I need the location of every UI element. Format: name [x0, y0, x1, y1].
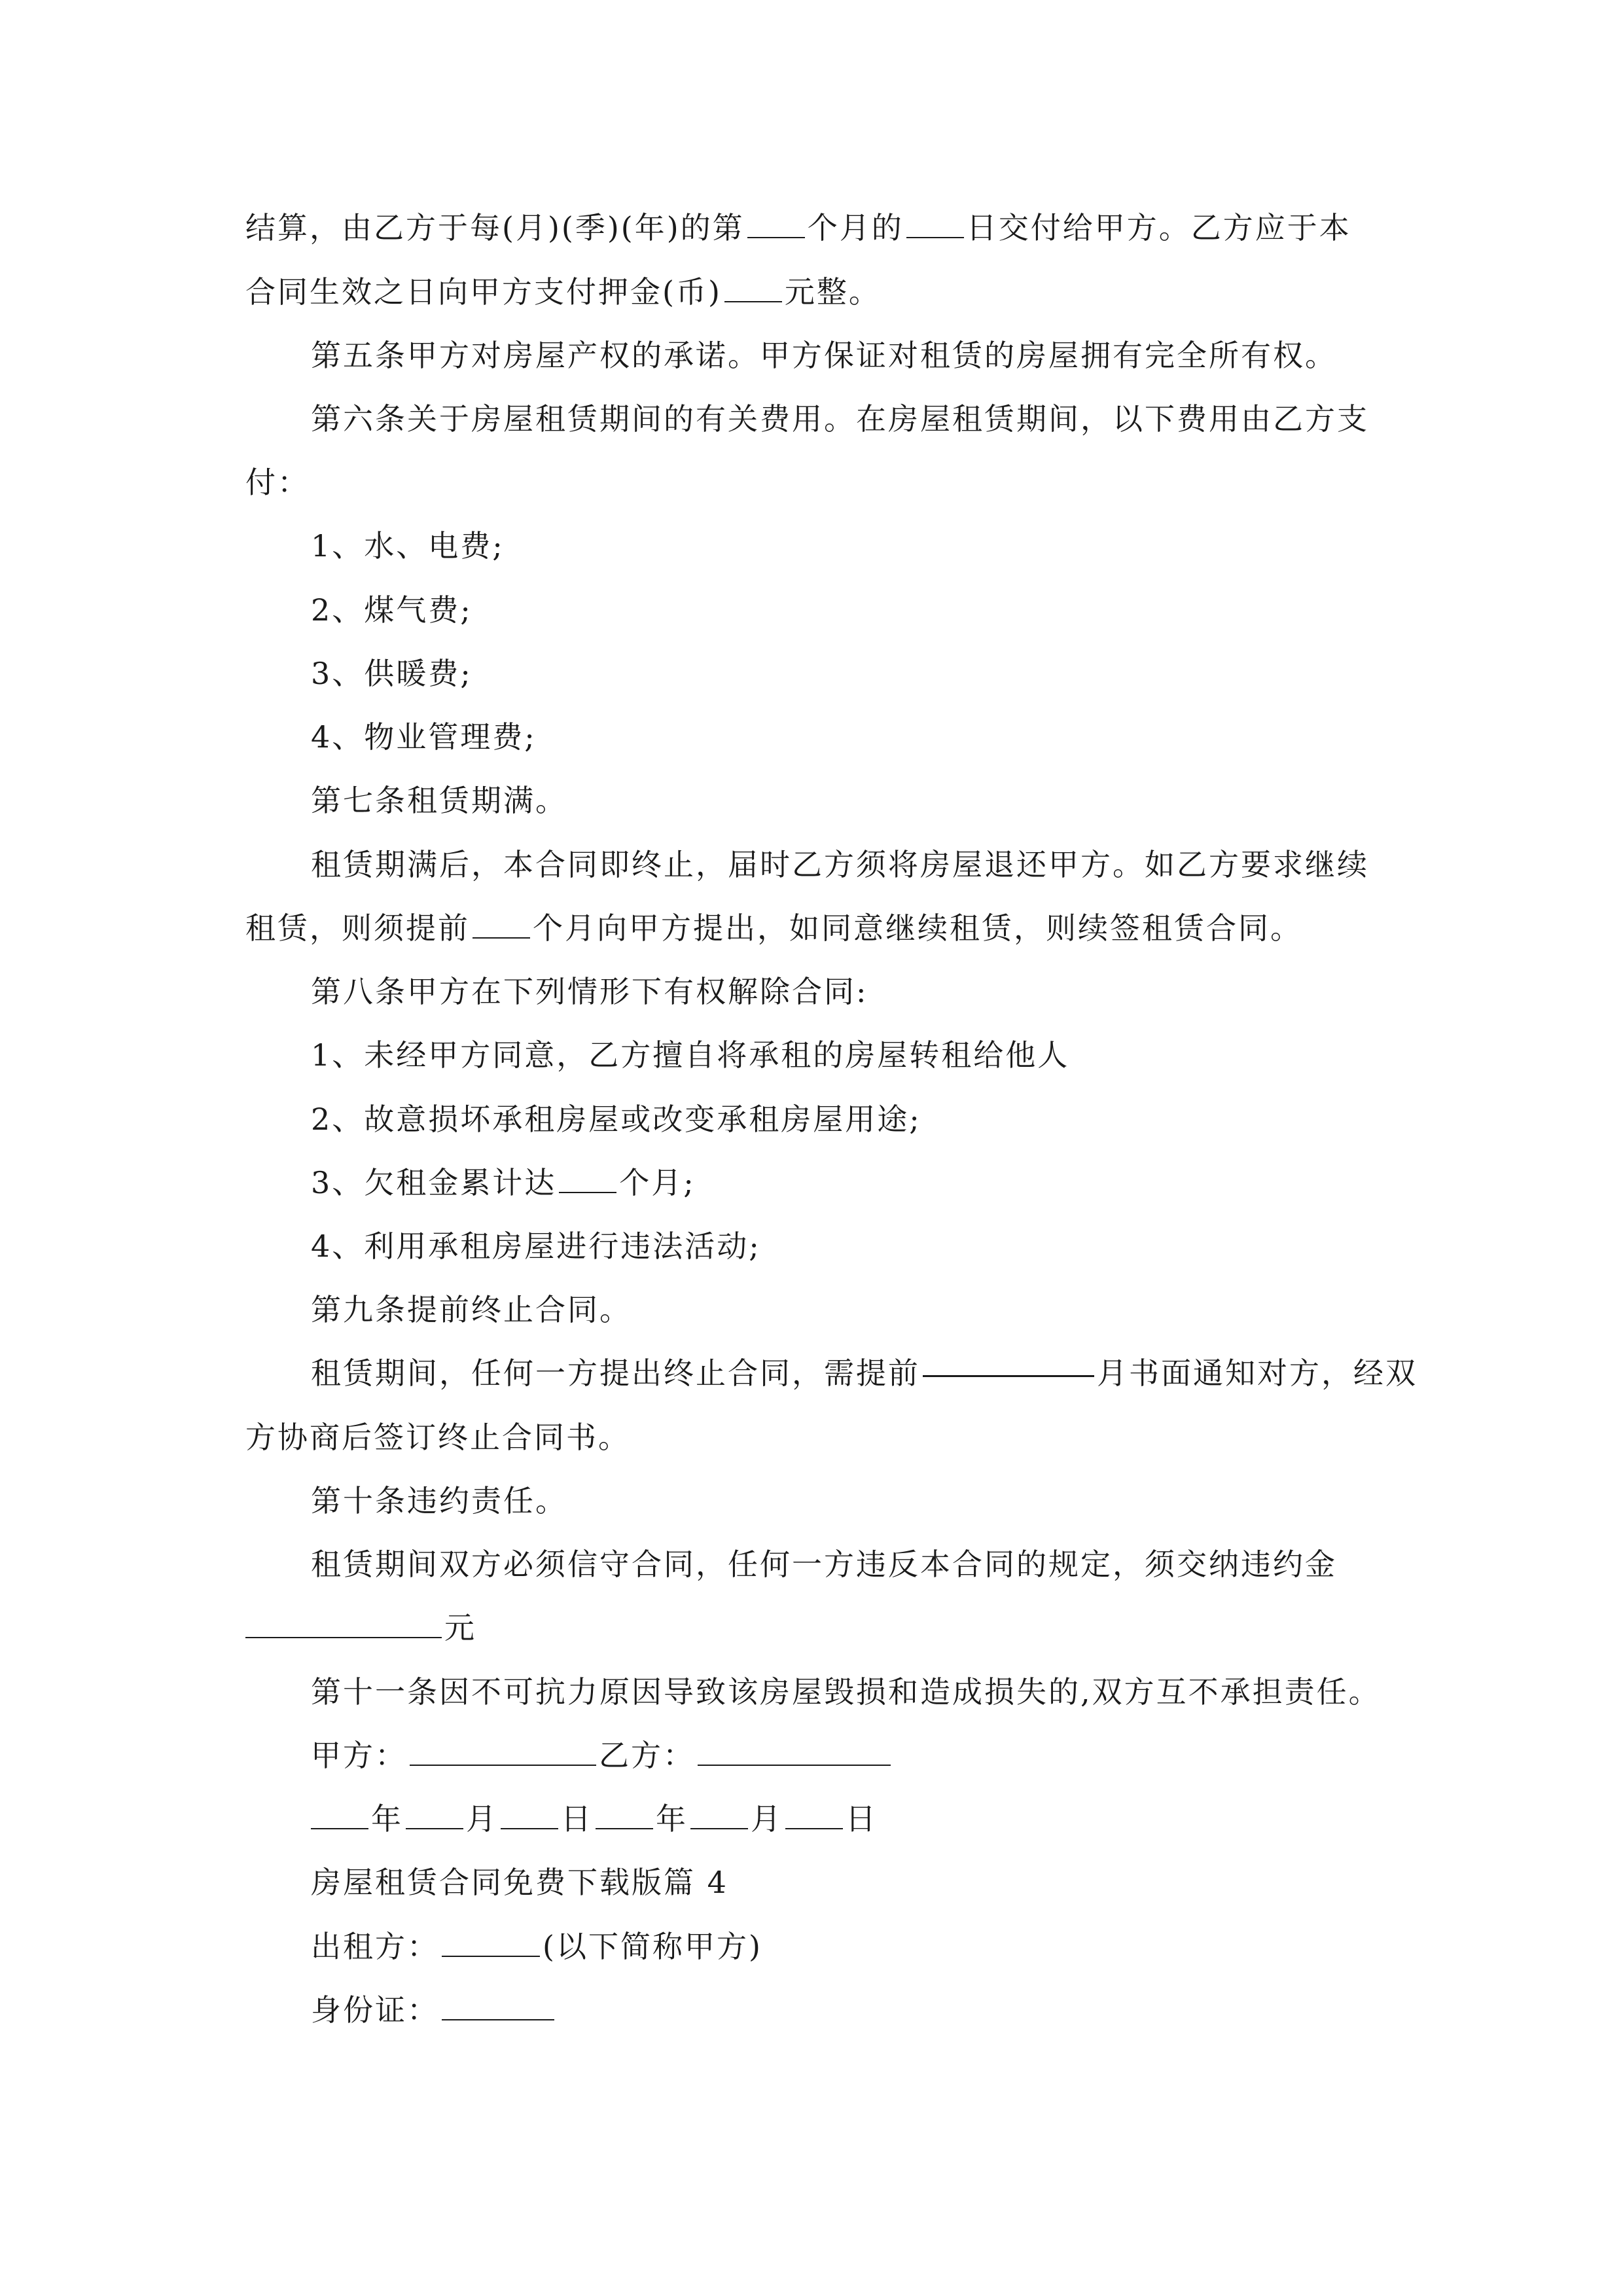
text-segment: 租赁期间，任何一方提出终止合同，需提前 — [311, 1355, 920, 1391]
text-segment: 3、欠租金累计达 — [311, 1165, 557, 1200]
text-segment: 第六条关于房屋租赁期间的有关费用。在房屋租赁期间，以下费用由乙方支 — [311, 401, 1369, 437]
text-line — [245, 463, 310, 502]
fill-blank — [410, 1764, 596, 1766]
signature-dates — [311, 1799, 878, 1839]
text-segment: 租赁期满后，本合同即终止，届时乙方须将房屋退还甲方。如乙方要求继续 — [311, 847, 1369, 882]
text-segment: 1、水、电费; — [311, 528, 505, 564]
fill-blank — [311, 1827, 368, 1829]
clause-9 — [311, 1290, 632, 1329]
text-line — [245, 1608, 476, 1647]
text-segment: 3、供暖费; — [311, 656, 473, 691]
fill-blank — [906, 236, 964, 238]
text-line — [245, 272, 881, 312]
clause-7 — [311, 781, 567, 820]
text-segment: 个月向甲方提出，如同意继续租赁，则续签租赁合同。 — [533, 910, 1302, 946]
text-line — [245, 208, 1351, 247]
text-segment: 月 — [466, 1801, 498, 1837]
text-segment: 个月; — [619, 1165, 696, 1200]
text-segment: 元 — [444, 1610, 476, 1645]
text-segment: 日交付给甲方。乙方应于本 — [966, 210, 1351, 245]
list-item — [311, 590, 473, 630]
text-segment: 付： — [245, 465, 310, 500]
clause-11 — [311, 1672, 1381, 1712]
text-segment: 1、未经甲方同意，乙方擅自将承租的房屋转租给他人 — [311, 1037, 1070, 1073]
text-segment: 元整。 — [784, 274, 881, 310]
text-segment: 个月的 — [807, 210, 904, 245]
text-segment: 第九条提前终止合同。 — [311, 1292, 632, 1327]
text-segment: 第十一条因不可抗力原因导致该房屋毁损和造成损失的,双方互不承担责任。 — [311, 1674, 1381, 1710]
text-segment: 结算，由乙方于每(月)(季)(年)的第 — [245, 210, 745, 245]
text-segment: 4、利用承租房屋进行违法活动; — [311, 1229, 761, 1264]
text-segment: 2、煤气费; — [311, 592, 473, 628]
clause-5 — [311, 336, 1337, 375]
id-card-line — [311, 1990, 557, 2030]
clause-10 — [311, 1481, 567, 1520]
text-segment: 甲方： — [311, 1738, 407, 1773]
fill-blank — [245, 1636, 442, 1638]
lessor-line — [311, 1927, 762, 1966]
fill-blank — [473, 937, 530, 939]
text-line — [245, 908, 1302, 948]
text-segment: 租赁，则须提前 — [245, 910, 470, 946]
fill-blank — [559, 1191, 616, 1193]
list-item — [311, 1100, 921, 1139]
section-title — [311, 1863, 728, 1902]
text-segment: 乙方： — [599, 1738, 695, 1773]
list-item — [311, 526, 505, 565]
text-line — [311, 1545, 1337, 1584]
fill-blank — [698, 1764, 891, 1766]
list-item — [311, 654, 473, 693]
text-segment: 日 — [561, 1801, 593, 1837]
list-item — [311, 717, 537, 757]
text-segment: 日 — [846, 1801, 878, 1837]
fill-blank — [747, 236, 805, 238]
fill-blank — [785, 1827, 843, 1829]
text-segment: (以下简称甲方) — [543, 1929, 762, 1964]
text-segment: 方协商后签订终止合同书。 — [245, 1420, 630, 1455]
text-segment: 第五条甲方对房屋产权的承诺。甲方保证对租赁的房屋拥有完全所有权。 — [311, 338, 1337, 373]
text-line — [245, 1418, 630, 1457]
fill-blank — [501, 1827, 558, 1829]
signature-parties — [311, 1736, 893, 1775]
clause-8 — [311, 972, 868, 1011]
text-line — [311, 1354, 1418, 1393]
text-segment: 4、物业管理费; — [311, 719, 537, 755]
text-segment: 年 — [656, 1801, 688, 1837]
text-segment: 第十条违约责任。 — [311, 1483, 567, 1518]
fill-blank — [596, 1827, 653, 1829]
text-segment: 月 — [751, 1801, 783, 1837]
fill-blank — [690, 1827, 748, 1829]
text-segment: 年 — [371, 1801, 403, 1837]
text-segment: 房屋租赁合同免费下载版篇 4 — [311, 1865, 728, 1900]
dash-blank — [923, 1375, 1094, 1377]
text-segment: 第七条租赁期满。 — [311, 783, 567, 818]
text-segment: 月书面通知对方，经双 — [1097, 1355, 1418, 1391]
fill-blank — [442, 2018, 554, 2020]
text-segment: 租赁期间双方必须信守合同，任何一方违反本合同的规定，须交纳违约金 — [311, 1547, 1337, 1582]
fill-blank — [406, 1827, 463, 1829]
text-segment: 2、故意损坏承租房屋或改变承租房屋用途; — [311, 1102, 921, 1137]
list-item — [311, 1035, 1069, 1075]
list-item — [311, 1163, 696, 1202]
clause-6 — [311, 399, 1369, 439]
text-segment: 出租方： — [311, 1929, 439, 1964]
text-segment: 合同生效之日向甲方支付押金(币) — [245, 274, 722, 310]
text-segment: 第八条甲方在下列情形下有权解除合同: — [311, 974, 868, 1009]
fill-blank — [442, 1955, 540, 1957]
fill-blank — [724, 300, 782, 302]
text-segment: 身份证： — [311, 1992, 439, 2028]
list-item — [311, 1227, 761, 1266]
text-line — [311, 845, 1369, 884]
